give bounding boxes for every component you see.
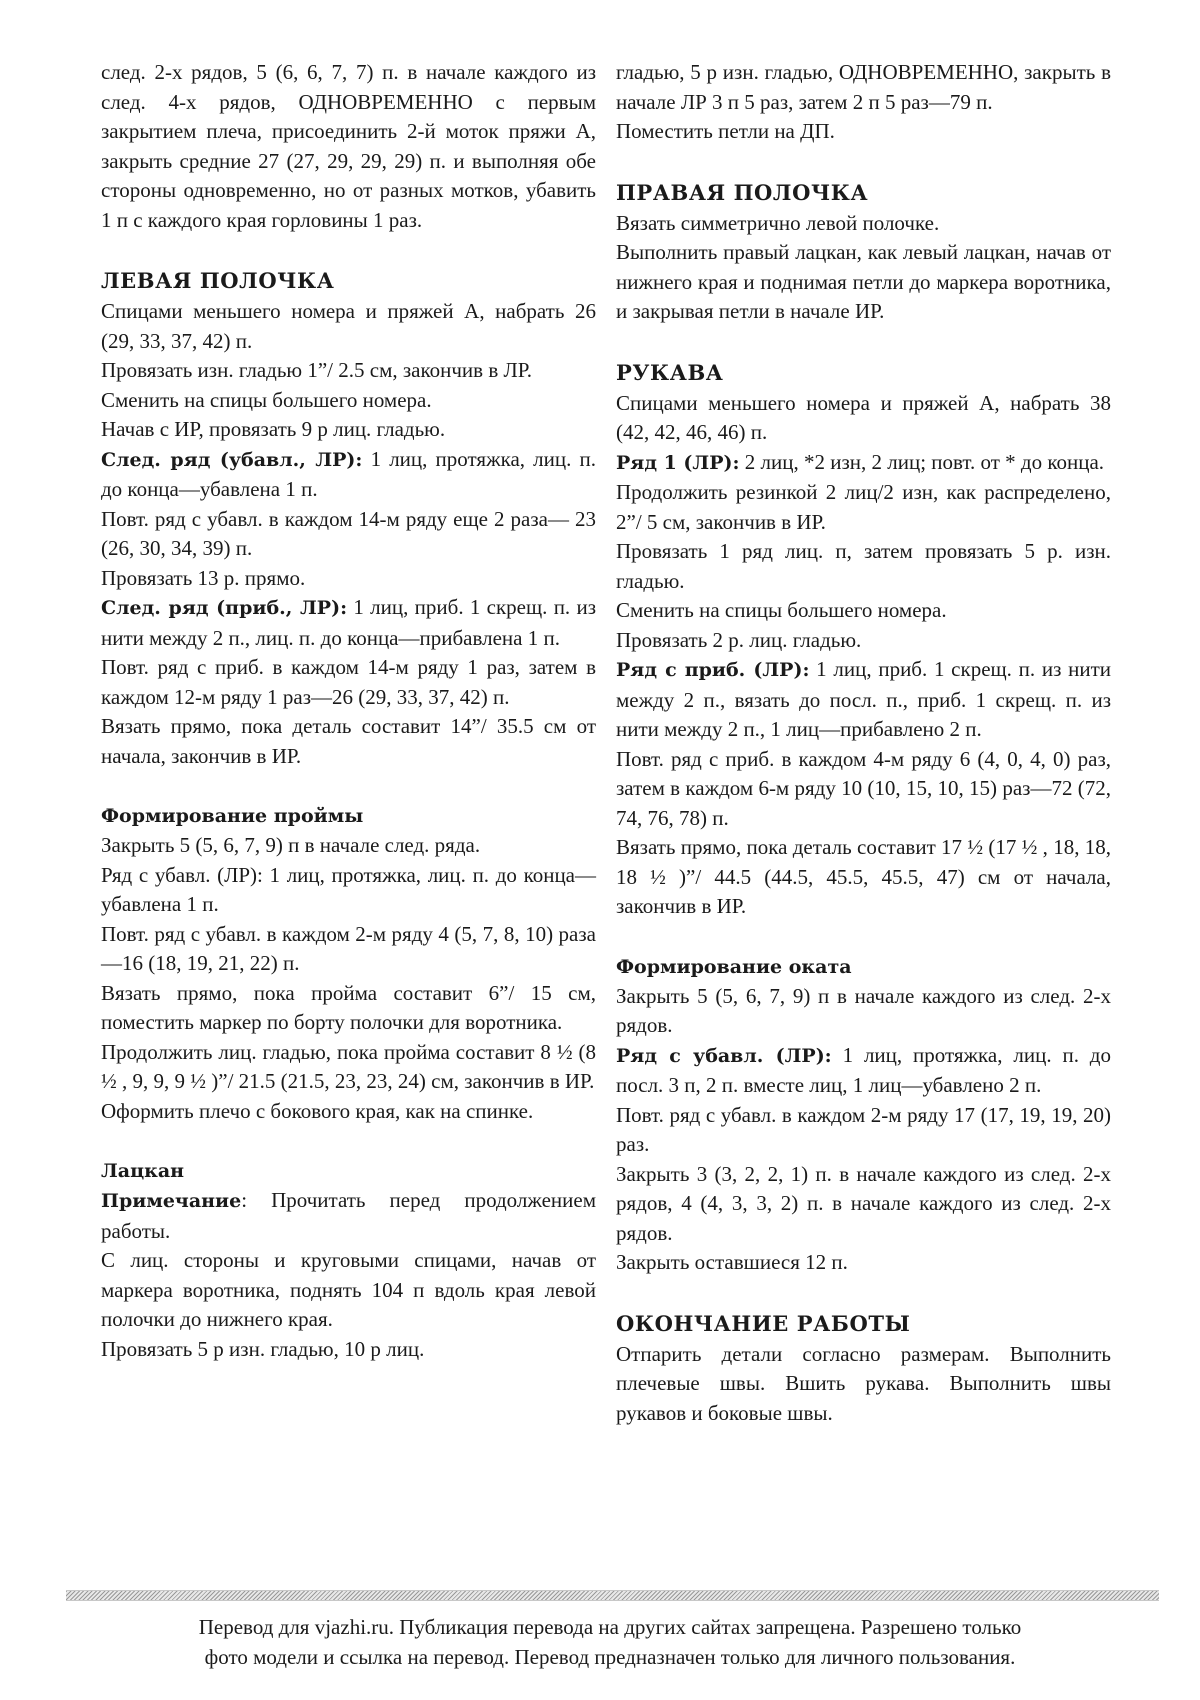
paragraph: Провязать изн. гладью 1”/ 2.5 см, закончив в ЛР. — [101, 358, 533, 382]
paragraph: Сменить на спицы большего номера. — [616, 598, 947, 622]
finishing-section — [616, 1308, 1111, 1429]
paragraph: Ряд с убавл. (ЛР): 1 лиц, протяжка, лиц. п. до конца—убавлена 1 п. — [101, 862, 596, 916]
sleeve-cap-section — [616, 952, 1111, 1278]
row-label: Ряд с убавл. (ЛР): — [616, 1044, 832, 1067]
paragraph: Спицами меньшего номера и пряжей А, набрать 38 (42, 42, 46, 46) п. — [616, 390, 1111, 444]
paragraph — [101, 593, 596, 653]
paragraph: Закрыть 3 (3, 2, 2, 1) п. в начале каждого из след. 2-х рядов, 4 (4, 3, 3, 2) п. в начале каждого из след. 2-х рядов. — [616, 1161, 1111, 1245]
row-label: След. ряд (приб., ЛР): — [101, 597, 348, 619]
footer-notice — [60, 1612, 1160, 1672]
paragraph: Закрыть оставшиеся 12 п. — [616, 1250, 848, 1274]
paragraph: Провязать 1 ряд лиц. п, затем провязать 5 р. изн. гладью. — [616, 539, 1111, 593]
paragraph: Провязать 2 р. лиц. гладью. — [616, 627, 862, 652]
paragraph: Вязать прямо, пока деталь составит 14”/ 35.5 см от начала, закончив в ИР. — [101, 714, 596, 768]
row-label: Ряд с приб. (ЛР): — [616, 659, 810, 681]
paragraph — [616, 448, 1111, 479]
paragraph: Вязать симметрично левой полочке. — [616, 210, 940, 235]
paragraph — [101, 445, 596, 505]
paragraph: Сменить на спицы большего номера. — [101, 387, 432, 412]
paragraph: Вязать прямо, пока деталь составит 17 ½ (17 ½ , 18, 18, 18 ½ )”/ 44.5 (44.5, 45.5, 45.5, 47) см от начала, закончив в ИР. — [616, 835, 1111, 918]
sleeves-section — [616, 357, 1111, 922]
note-text: : Прочитать перед продолжением работы. — [101, 1188, 596, 1243]
paragraph: Повт. ряд с убавл. в каждом 2-м ряду 4 (5, 7, 8, 10) раза—16 (18, 19, 21, 22) п. — [101, 921, 596, 975]
section-title: ЛЕВАЯ ПОЛОЧКА — [101, 268, 335, 293]
paragraph: гладью, 5 р изн. гладью, ОДНОВРЕМЕННО, закрыть в начале ЛР 3 п 5 раз, затем 2 п 5 раз—79 п. — [616, 60, 1111, 114]
subsection-title: Формирование проймы — [101, 805, 364, 827]
footer-divider — [66, 1590, 1159, 1601]
paragraph: Повт. ряд с приб. в каждом 4-м ряду 6 (4, 0, 4, 0) раз, затем в каждом 6-м ряду 10 (10, 15, 10, 15) раз—72 (72, 74, 76, 78) п. — [616, 746, 1111, 830]
row-text: 1 лиц, протяжка, лиц. п. до конца—убавлена 1 п. — [101, 446, 596, 501]
paragraph: Оформить плечо с бокового края, как на спинке. — [101, 1098, 534, 1123]
subsection-title: Лацкан — [101, 1160, 185, 1182]
paragraph: Спицами меньшего номера и пряжей А, набрать 26 (29, 33, 37, 42) п. — [101, 299, 596, 353]
row-label: След. ряд (убавл., ЛР): — [101, 448, 363, 471]
paragraph: Повт. ряд с убавл. в каждом 2-м ряду 17 (17, 19, 19, 20) раз. — [616, 1102, 1111, 1156]
row-text: 1 лиц, приб. 1 скрещ. п. из нити между 2 п., вязать до посл. п., приб. 1 скрещ. п. из нити между 2 п., 1 лиц—прибавлено 2 п. — [616, 657, 1112, 741]
section-title: ОКОНЧАНИЕ РАБОТЫ — [616, 1310, 911, 1336]
lapel-section — [101, 1156, 596, 1364]
paragraph — [101, 1186, 596, 1246]
armhole-section — [101, 801, 596, 1126]
right-front-section — [616, 177, 1111, 327]
section-title: ПРАВАЯ ПОЛОЧКА — [616, 179, 869, 205]
row-label: Ряд 1 (ЛР): — [616, 451, 740, 474]
paragraph: С лиц. стороны и круговыми спицами, начав от маркера воротника, поднять 104 п вдоль края левой полочки до нижнего края. — [101, 1248, 596, 1331]
note-label: Примечание — [101, 1190, 242, 1212]
section-title: РУКАВА — [616, 359, 724, 385]
right-column — [616, 58, 1111, 1428]
left-column — [101, 58, 596, 1364]
row-text: 1 лиц, приб. 1 скрещ. п. из нити между 2 п., лиц. п. до конца—прибавлена 1 п. — [101, 595, 596, 650]
paragraph: Продолжить лиц. гладью, пока пройма составит 8 ½ (8 ½ , 9, 9, 9 ½ )”/ 21.5 (21.5, 23, 23, 24) см, закончив в ИР. — [101, 1039, 596, 1093]
paragraph: Закрыть 5 (5, 6, 7, 9) п в начале каждого из след. 2-х рядов. — [616, 983, 1111, 1037]
subsection-title: Формирование оката — [616, 955, 852, 978]
paragraph: Провязать 5 р изн. гладью, 10 р лиц. — [101, 1336, 425, 1361]
paragraph: Поместить петли на ДП. — [616, 119, 835, 143]
paragraph — [616, 655, 1111, 745]
paragraph: Выполнить правый лацкан, как левый лацкан, начав от нижнего края и поднимая петли до маркера воротника, и закрывая петли в начале ИР. — [616, 240, 1111, 323]
row-text: 2 лиц, *2 изн, 2 лиц; повт. от * до конца. — [739, 449, 1105, 474]
lapel-continuation — [616, 58, 1111, 147]
paragraph: Продолжить резинкой 2 лиц/2 изн, как распределено, 2”/ 5 см, закончив в ИР. — [616, 480, 1111, 534]
row-text: 1 лиц, протяжка, лиц. п. до посл. 3 п, 2 п. вместе лиц, 1 лиц—убавлено 2 п. — [616, 1042, 1111, 1097]
footer-line: Перевод для vjazhi.ru. Публикация перевода на других сайтах запрещена. Разрешено только — [198, 1615, 1022, 1639]
paragraph: Повт. ряд с убавл. в каждом 14-м ряду еще 2 раза— 23 (26, 30, 34, 39) п. — [101, 506, 596, 560]
paragraph: Повт. ряд с приб. в каждом 14-м ряду 1 раз, затем в каждом 12-м ряду 1 раз—26 (29, 33, 37, 42) п. — [101, 655, 596, 709]
paragraph: Закрыть 5 (5, 6, 7, 9) п в начале след. ряда. — [101, 833, 481, 857]
paragraph: след. 2-х рядов, 5 (6, 6, 7, 7) п. в начале каждого из след. 4-х рядов, ОДНОВРЕМЕННО с первым закрытием плеча, присоединить 2-й моток пряжи А, закрыть средние 27 (27, 29, 29, 29) п. и выполняя обе стороны одновременно, но от разных мотков, убавить 1 п с каждого края горловины 1 раз. — [101, 60, 596, 232]
paragraph: Начав с ИР, провязать 9 р лиц. гладью. — [101, 417, 446, 441]
back-continuation — [101, 58, 596, 235]
paragraph: Вязать прямо, пока пройма составит 6”/ 15 см, поместить маркер по борту полочки для воротника. — [101, 980, 596, 1034]
left-front-section — [101, 265, 596, 771]
paragraph — [616, 1041, 1111, 1101]
footer-line: фото модели и ссылка на перевод. Перевод предназначен только для личного пользования. — [204, 1645, 1016, 1669]
paragraph: Провязать 13 р. прямо. — [101, 565, 306, 590]
paragraph: Отпарить детали согласно размерам. Выполнить плечевые швы. Вшить рукава. Выполнить швы рукавов и боковые швы. — [616, 1341, 1111, 1425]
